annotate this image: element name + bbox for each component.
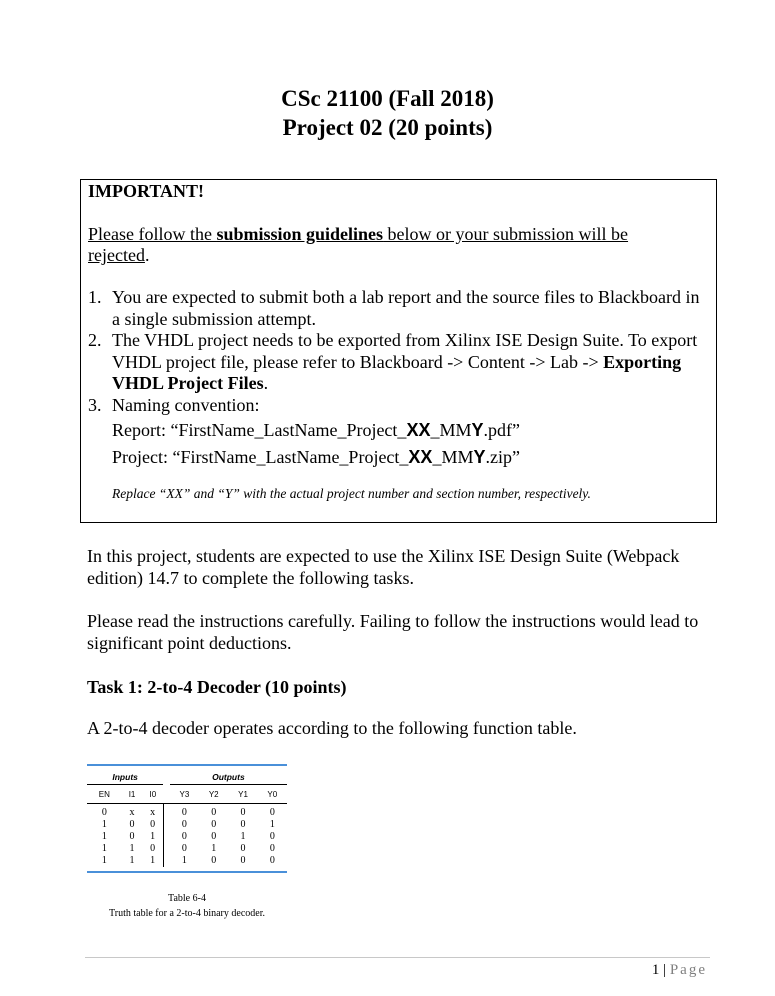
table-cell: 0 [211,831,217,842]
table-cell: 0 [181,831,187,842]
table-cell: 0 [240,807,246,818]
table-cell: 1 [129,843,135,854]
footer-separator: | [659,962,670,978]
title-project: Project 02 (20 points) [282,115,493,140]
table-row [87,804,287,820]
column-header-row [87,785,287,804]
guideline-item [88,395,708,469]
document-title [0,84,775,142]
intro-paragraph: In this project, students are expected to use the Xilinx ISE Design Suite (Webpack edition) 14.7 to complete the following tasks. [87,546,680,588]
column-header: EN [87,785,122,804]
project-prefix: Project: “FirstName_LastName_Project_ [112,446,409,467]
table-cell: 0 [129,831,135,842]
table-cell: 0 [269,831,275,842]
table-cell: 1 [101,855,107,866]
table-row [87,855,287,867]
table-cell: 0 [211,819,217,830]
important-box [80,179,717,523]
item-text: Naming convention: [112,394,260,415]
table-cell: 0 [211,807,217,818]
table-caption-text: Truth table for a 2-to-4 binary decoder. [109,908,265,919]
item-number: 2. [88,330,102,350]
project-xx: XX [408,446,433,467]
title-course: CSc 21100 (Fall 2018) [281,86,494,111]
column-header: Y0 [258,785,287,804]
item-number: 3. [88,394,102,415]
table-cell: 0 [269,843,275,854]
table-row [87,831,287,843]
project-ext: .zip” [485,446,520,467]
column-header: Y3 [170,785,199,804]
table-cell: 1 [101,831,107,842]
inputs-group-label: Inputs [87,765,163,785]
page-footer [652,961,707,979]
guideline-item [88,330,708,395]
item-text: You are expected to submit both a lab report and the source files to Blackboard in a single submission attempt. [112,287,700,329]
outputs-group-label: Outputs [170,765,287,785]
table-cell: 0 [269,807,275,818]
rule-prefix: Please follow the [88,224,217,244]
project-mid: _MM [432,446,474,467]
table-cell: 0 [181,819,187,830]
rule-end: . [144,245,150,265]
table-cell: x [150,807,156,818]
table-bottom-rule [87,871,287,873]
item-end: . [263,373,269,393]
guideline-item [88,287,708,330]
table-caption-title: Table 6-4 [168,893,206,904]
report-prefix: Report: “FirstName_LastName_Project_ [112,420,407,440]
table-cell: 1 [181,855,187,866]
table-cell: 1 [150,855,156,866]
page-word: Page [669,962,707,978]
table-cell: 0 [150,819,156,830]
table-row [87,843,287,855]
task1-description: A 2-to-4 decoder operates according to the following function table. [87,718,577,738]
table-cell: 0 [181,807,187,818]
table-cell: 0 [240,843,246,854]
table-cell: 1 [150,831,156,842]
page-number: 1 [651,962,660,978]
task1-heading: Task 1: 2-to-4 Decoder (10 points) [87,677,347,697]
table-cell: 1 [269,819,275,830]
naming-note: Replace “XX” and “Y” with the actual project number and section number, respectively. [112,486,591,501]
footer-divider [85,957,710,958]
table-cell: 1 [101,819,107,830]
column-header: I1 [122,785,143,804]
column-header: Y2 [199,785,228,804]
table-cell: x [129,807,135,818]
table-cell: 0 [240,855,246,866]
truth-table-figure [87,764,287,920]
table-cell: 1 [211,843,217,854]
column-header: I0 [142,785,163,804]
report-y: Y [471,420,484,440]
rule-suffix: below or your submission will be rejected [88,224,629,265]
table-cell: 0 [150,843,156,854]
truth-table [87,764,287,867]
item-bold: Exporting VHDL Project Files [112,351,682,393]
table-cell: 0 [101,807,107,818]
guideline-list [88,287,708,468]
table-cell: 0 [181,843,187,854]
column-header: Y1 [228,785,257,804]
important-heading: IMPORTANT! [88,181,205,201]
table-cell: 1 [129,855,135,866]
report-xx: XX [406,420,431,440]
table-cell: 0 [269,855,275,866]
table-row [87,819,287,831]
table-cell: 0 [211,855,217,866]
naming-report [112,420,708,442]
report-mid: _MM [430,420,472,440]
table-cell: 0 [129,819,135,830]
group-header-row [87,765,287,785]
item-text: The VHDL project needs to be exported from Xilinx ISE Design Suite. To export VHDL project file, please refer to Blackboard -> Content -> Lab -> [112,330,698,372]
table-cell: 1 [101,843,107,854]
project-y: Y [473,446,486,467]
rule-bold: submission guidelines [216,224,384,244]
table-cell: 0 [240,819,246,830]
report-ext: .pdf” [483,420,520,440]
instructions-paragraph: Please read the instructions carefully. Failing to follow the instructions would lead to significant point deductions. [87,611,699,653]
table-cell: 1 [240,831,246,842]
item-number: 1. [88,287,102,307]
naming-project [112,447,708,469]
submission-rule [88,224,658,266]
